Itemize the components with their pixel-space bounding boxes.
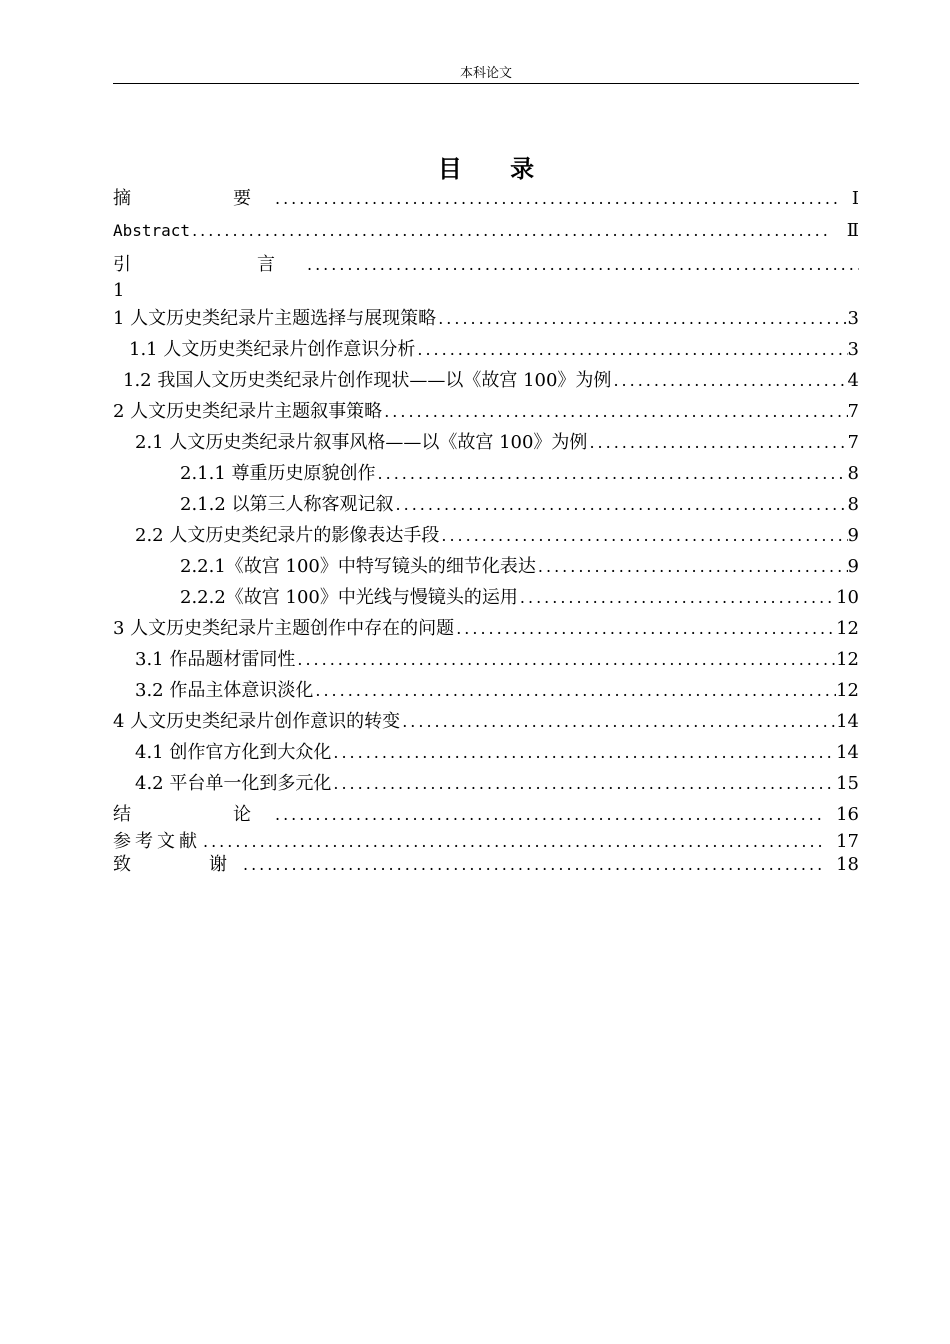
toc-entry-page: 1: [113, 280, 125, 301]
toc-entry-page: 4: [847, 370, 859, 391]
toc-entry-label: 4.2 平台单一化到多元化: [135, 773, 332, 794]
toc-entry-label: 4.1 创作官方化到大众化: [135, 742, 332, 763]
toc-entry-page: 8: [847, 463, 859, 484]
toc-entry-label: 4 人文历史类纪录片创作意识的转变: [113, 711, 401, 732]
dot-leader: [382, 399, 847, 425]
toc-entry-label: 致 谢: [113, 854, 241, 875]
toc-entry-label: 2.1 人文历史类纪录片叙事风格——以《故宫 100》为例: [135, 432, 588, 453]
toc-entry-page: 3: [847, 339, 859, 360]
toc-entry-label: 3.1 作品题材雷同性: [135, 649, 296, 670]
toc-entry-label: 3.2 作品主体意识淡化: [135, 680, 314, 701]
toc-entry-page: 14: [836, 742, 859, 763]
dot-leader: [190, 218, 827, 244]
dot-leader: [439, 523, 847, 549]
toc-entry-section-2-1-1[interactable]: [180, 461, 859, 487]
toc-entry-page: 14: [836, 711, 859, 732]
toc-entry-label: 参考文献: [113, 831, 201, 852]
toc-entry-abstract-cn[interactable]: [113, 186, 859, 212]
toc-entry-label: 3 人文历史类纪录片主题创作中存在的问题: [113, 618, 455, 639]
toc-entry-label: 1.2 我国人文历史类纪录片创作现状——以《故宫 100》为例: [123, 370, 612, 391]
toc-entry-page: 12: [836, 680, 859, 701]
toc-entry-chapter-4[interactable]: [113, 709, 859, 735]
toc-entry-page: 17: [836, 831, 859, 852]
dot-leader: [587, 430, 847, 456]
toc-entry-page: 16: [836, 804, 859, 825]
toc-entry-page: 18: [836, 854, 859, 875]
toc-entry-chapter-1[interactable]: [113, 306, 859, 332]
dot-leader: [331, 771, 836, 797]
toc-entry-label: 2.1.2 以第三人称客观记叙: [180, 494, 394, 515]
toc-entry-page: 10: [836, 587, 859, 608]
dot-leader: [415, 337, 847, 363]
toc-entry-page: 9: [847, 556, 859, 577]
dot-leader: [273, 802, 822, 828]
toc-entry-chapter-2[interactable]: [113, 399, 859, 425]
dot-leader: [436, 306, 847, 332]
toc-entry-section-2-1[interactable]: [135, 430, 859, 456]
dot-leader: [400, 709, 836, 735]
toc-entry-label: 1 人文历史类纪录片主题选择与展现策略: [113, 308, 437, 329]
toc-entry-section-1-1[interactable]: [129, 337, 859, 363]
toc-entry-label: 引 言: [113, 254, 305, 275]
toc-entry-section-3-1[interactable]: [135, 647, 859, 673]
toc-entry-page: 8: [847, 494, 859, 515]
toc-entry-section-2-1-2[interactable]: [180, 492, 859, 518]
toc-entry-conclusion[interactable]: [113, 802, 859, 828]
toc-entry-label: 2.2 人文历史类纪录片的影像表达手段: [135, 525, 440, 546]
toc-entry-section-2-2-2[interactable]: [180, 585, 859, 611]
dot-leader: [241, 852, 822, 878]
toc-entry-section-1-2[interactable]: [123, 368, 859, 394]
dot-leader: [394, 492, 848, 518]
dot-leader: [305, 252, 859, 278]
toc-title: 目 录: [437, 155, 555, 183]
dot-leader: [454, 616, 836, 642]
dot-leader: [611, 368, 847, 394]
toc-entry-label: Abstract: [113, 221, 191, 240]
toc-entry-page: 12: [836, 618, 859, 639]
dot-leader: [376, 461, 848, 487]
toc-entry-abstract-en[interactable]: [113, 218, 859, 244]
toc-entry-label: 结 论: [113, 804, 273, 825]
toc-entry-label: 2.2.1《故宫 100》中特写镜头的细节化表达: [180, 556, 536, 577]
toc-entry-section-4-1[interactable]: [135, 740, 859, 766]
toc-entry-page: 12: [836, 649, 859, 670]
toc-entry-section-2-2-1[interactable]: [180, 554, 859, 580]
toc-entry-label: 2 人文历史类纪录片主题叙事策略: [113, 401, 383, 422]
toc-entry-page: Ⅱ: [846, 220, 859, 241]
header-rule: [113, 83, 859, 84]
dot-leader: [273, 186, 842, 212]
toc-entry-acknowledgements[interactable]: [113, 852, 859, 878]
toc-entry-page: 7: [847, 432, 859, 453]
toc-entry-section-3-2[interactable]: [135, 678, 859, 704]
toc-entry-page: 7: [847, 401, 859, 422]
toc-entry-page: Ⅰ: [851, 188, 859, 209]
page-header: 本科论文: [459, 66, 512, 81]
toc-entry-label: 2.1.1 尊重历史原貌创作: [180, 463, 376, 484]
toc-entry-introduction[interactable]: [113, 252, 859, 278]
toc-entry-page: 15: [836, 773, 859, 794]
toc-entry-section-2-2[interactable]: [135, 523, 859, 549]
toc-entry-chapter-3[interactable]: [113, 616, 859, 642]
toc-entry-label: 1.1 人文历史类纪录片创作意识分析: [129, 339, 416, 360]
toc-entry-label: 摘 要: [113, 188, 273, 209]
dot-leader: [518, 585, 836, 611]
toc-entry-page: 3: [847, 308, 859, 329]
dot-leader: [536, 554, 848, 580]
toc-entry-label: 2.2.2《故宫 100》中光线与慢镜头的运用: [180, 587, 518, 608]
toc-entry-section-4-2[interactable]: [135, 771, 859, 797]
toc-entry-page: 9: [847, 525, 859, 546]
dot-leader: [295, 647, 836, 673]
dot-leader: [313, 678, 836, 704]
dot-leader: [331, 740, 836, 766]
